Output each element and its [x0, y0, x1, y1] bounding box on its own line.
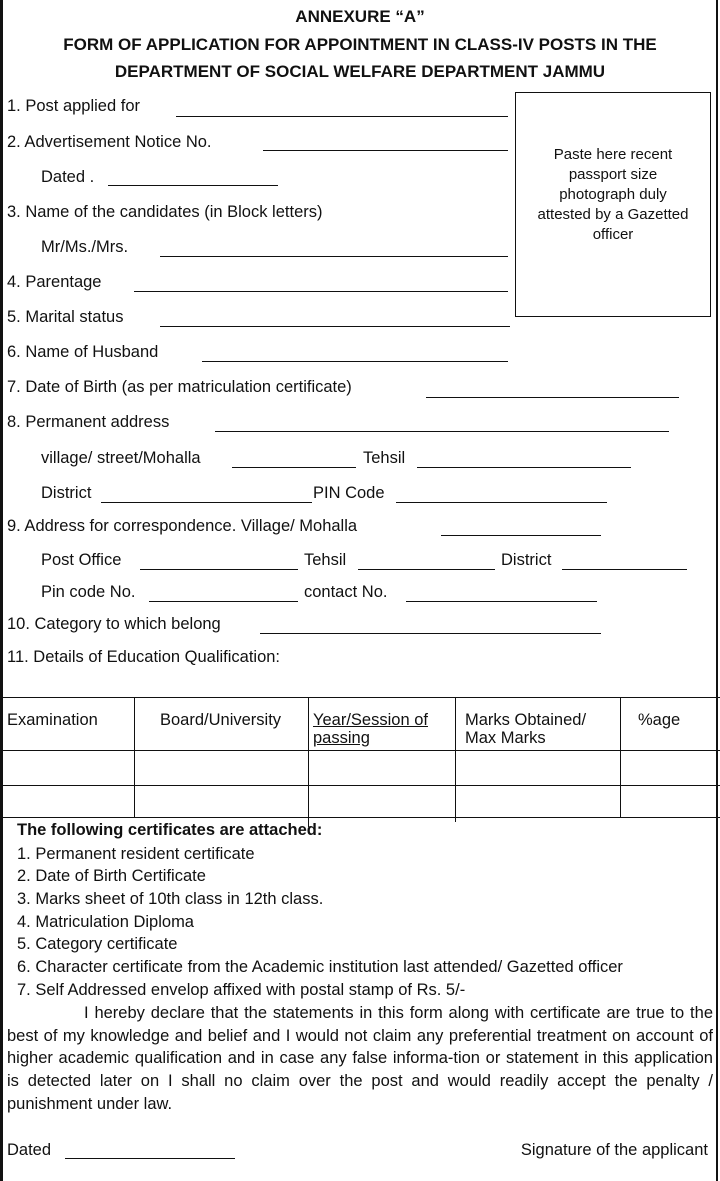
post-office-label: Post Office — [41, 551, 122, 569]
certificates-heading: The following certificates are attached: — [17, 821, 323, 839]
certificate-item: 3. Marks sheet of 10th class in 12th class. — [17, 890, 324, 908]
pin-label: PIN Code — [313, 484, 385, 502]
dated-label: Dated . — [41, 168, 95, 186]
field-name-label: 3. Name of the candidates (in Block letters) — [7, 203, 323, 221]
pin2-label: Pin code No. — [41, 583, 136, 601]
district2-input[interactable] — [562, 569, 687, 570]
tehsil-label: Tehsil — [363, 449, 406, 467]
col-year: Year/Session of passing — [313, 711, 428, 747]
field-husband-label: 6. Name of Husband — [7, 343, 159, 361]
field-parentage-label: 4. Parentage — [7, 273, 102, 291]
parentage-input[interactable] — [134, 291, 508, 292]
advert-date-input[interactable] — [108, 185, 278, 186]
village-input[interactable] — [232, 467, 356, 468]
field-category-label: 10. Category to which belong — [7, 615, 221, 633]
photograph-instructions: Paste here recent passport size photograph duly attested by a Gazetted officer — [537, 146, 689, 243]
post-office-input[interactable] — [140, 569, 298, 570]
declaration-text: I hereby declare that the statements in this form along with certificate are true to the best of my knowledge and belief and I would not claim any preferential treatment on account of higher academic qualification and in case any false informa-tion or statement in this application is detected later on I shall no claim over the post and would readily accept the penalty / punishment under law. — [7, 1004, 713, 1113]
certificate-item: 6. Character certificate from the Academic institution last attended/ Gazetted officer — [17, 958, 623, 976]
footer-date-input[interactable] — [65, 1158, 235, 1159]
form-title-line2: DEPARTMENT OF SOCIAL WELFARE DEPARTMENT JAMMU — [114, 62, 606, 81]
advert-no-input[interactable] — [263, 150, 508, 151]
certificate-item: 5. Category certificate — [17, 935, 178, 953]
field-advert-label: 2. Advertisement Notice No. — [7, 133, 212, 151]
correspondence-village-input[interactable] — [441, 535, 601, 536]
pin-input[interactable] — [396, 502, 607, 503]
col-percentage: %age — [638, 711, 681, 729]
pin2-input[interactable] — [149, 601, 298, 602]
contact-label: contact No. — [304, 583, 388, 601]
contact-input[interactable] — [406, 601, 597, 602]
field-correspondence-label: 9. Address for correspondence. Village/ Mohalla — [7, 517, 358, 535]
district-label: District — [41, 484, 92, 502]
district2-label: District — [501, 551, 552, 569]
name-input[interactable] — [160, 256, 508, 257]
tehsil2-label: Tehsil — [304, 551, 347, 569]
dob-input[interactable] — [426, 397, 679, 398]
title-label: Mr/Ms./Mrs. — [41, 238, 129, 256]
permanent-address-input[interactable] — [215, 431, 669, 432]
footer-dated-label: Dated — [7, 1141, 52, 1159]
husband-name-input[interactable] — [202, 361, 508, 362]
certificate-item: 4. Matriculation Diploma — [17, 913, 194, 931]
form-title-line1: FORM OF APPLICATION FOR APPOINTMENT IN CLASS-IV POSTS IN THE — [63, 35, 657, 54]
district-input[interactable] — [101, 502, 312, 503]
marital-status-input[interactable] — [160, 326, 510, 327]
signature-label: Signature of the applicant — [520, 1141, 708, 1159]
field-marital-label: 5. Marital status — [7, 308, 124, 326]
post-applied-input[interactable] — [176, 116, 508, 117]
photograph-box — [515, 92, 711, 317]
certificate-item: 2. Date of Birth Certificate — [17, 867, 206, 885]
left-border — [0, 0, 3, 1181]
col-marks: Marks Obtained/ Max Marks — [465, 711, 587, 747]
certificate-item: 1. Permanent resident certificate — [17, 845, 255, 863]
col-examination: Examination — [7, 711, 98, 729]
field-dob-label: 7. Date of Birth (as per matriculation certificate) — [7, 378, 352, 396]
field-education-label: 11. Details of Education Qualification: — [7, 648, 281, 666]
category-input[interactable] — [260, 633, 601, 634]
tehsil-input[interactable] — [417, 467, 631, 468]
village-label: village/ street/Mohalla — [41, 449, 201, 467]
right-border — [716, 0, 718, 1181]
field-address-label: 8. Permanent address — [7, 413, 170, 431]
annexure-heading: ANNEXURE “A” — [295, 7, 425, 26]
field-post-label: 1. Post applied for — [7, 97, 140, 115]
certificate-item: 7. Self Addressed envelop affixed with postal stamp of Rs. 5/- — [17, 981, 466, 999]
tehsil2-input[interactable] — [358, 569, 495, 570]
col-board: Board/University — [160, 711, 282, 729]
